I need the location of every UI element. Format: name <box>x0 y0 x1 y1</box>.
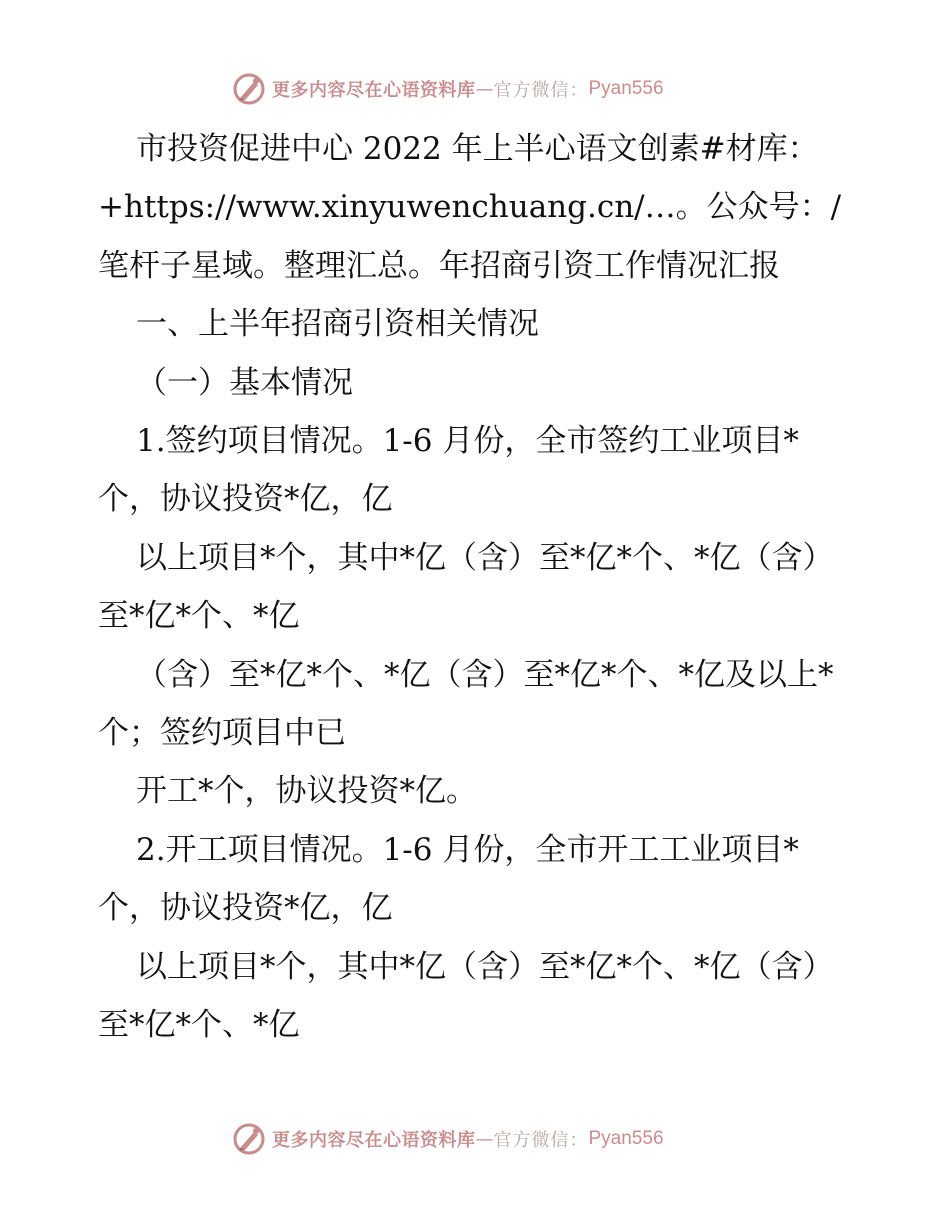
paragraph-title: 市投资促进中心 2022 年上半心语文创素#材库：+https://www.xinyuwenchuang.cn/…。公众号：/笔杆子星域。整理汇总。年招商引资工作情况汇报 <box>98 131 842 284</box>
watermark-dash: — <box>475 78 494 100</box>
paragraph: 开工*个，协议投资*亿。 <box>136 773 477 810</box>
paragraph: 以上项目*个，其中*亿（含）至*亿*个、*亿（含）至*亿*个、*亿 <box>98 948 834 1044</box>
paragraph: 以上项目*个，其中*亿（含）至*亿*个、*亿（含）至*亿*个、*亿 <box>98 539 834 635</box>
watermark-main-text: 更多内容尽在心语资料库 <box>272 1130 476 1151</box>
header-watermark <box>232 72 712 106</box>
watermark-main-text: 更多内容尽在心语资料库 <box>272 80 476 101</box>
watermark-wechat-id: Pyan556 <box>588 78 664 99</box>
paragraph-heading-2: （一）基本情况 <box>136 364 353 401</box>
paragraph-heading-1: 一、上半年招商引资相关情况 <box>136 306 539 343</box>
watermark-dash: — <box>475 1128 494 1150</box>
paragraph: （含）至*亿*个、*亿（含）至*亿*个、*亿及以上*个；签约项目中已 <box>98 656 834 752</box>
pen-circle-logo-icon <box>232 72 266 106</box>
footer-watermark <box>232 1122 712 1156</box>
paragraph: 2.开工项目情况。1-6 月份，全市开工工业项目*个，协议投资*亿，亿 <box>98 831 799 927</box>
watermark-sub-text: 官方微信： <box>493 1130 589 1151</box>
pen-circle-logo-icon <box>232 1122 266 1156</box>
watermark-sub-text: 官方微信： <box>493 80 589 101</box>
watermark-wechat-id: Pyan556 <box>588 1128 664 1149</box>
document-body <box>98 120 858 1055</box>
paragraph: 1.签约项目情况。1-6 月份，全市签约工业项目*个，协议投资*亿，亿 <box>98 423 799 518</box>
